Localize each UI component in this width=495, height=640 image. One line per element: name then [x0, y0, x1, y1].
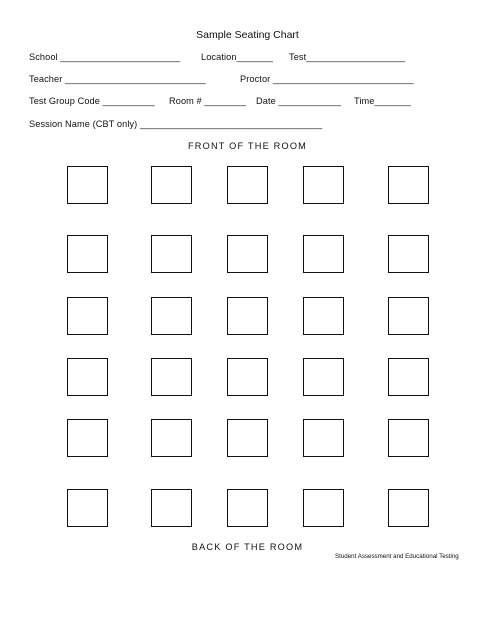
room-number-field[interactable]: Room # ________ — [169, 96, 247, 106]
time-field[interactable]: Time_______ — [354, 96, 411, 106]
teacher-field[interactable]: Teacher ___________________________ — [29, 74, 206, 84]
front-of-room-label: FRONT OF THE ROOM — [187, 141, 308, 151]
seat-box — [151, 235, 192, 273]
seat-box — [151, 419, 192, 457]
seat-box — [227, 358, 268, 396]
seat-box — [388, 297, 429, 335]
seat-box — [303, 358, 344, 396]
back-of-room-label: BACK OF THE ROOM — [191, 542, 304, 552]
seat-box — [67, 358, 108, 396]
date-field[interactable]: Date ____________ — [256, 96, 341, 106]
page-title: Sample Seating Chart — [196, 29, 299, 41]
seat-box — [303, 419, 344, 457]
seat-box — [227, 297, 268, 335]
seat-box — [151, 297, 192, 335]
seat-box — [388, 419, 429, 457]
seat-box — [388, 235, 429, 273]
seat-box — [67, 489, 108, 527]
seat-box — [227, 235, 268, 273]
seat-box — [227, 166, 268, 204]
seat-box — [388, 358, 429, 396]
seat-box — [67, 297, 108, 335]
seat-box — [151, 166, 192, 204]
test-group-code-field[interactable]: Test Group Code __________ — [29, 96, 155, 106]
proctor-field[interactable]: Proctor ___________________________ — [240, 74, 414, 84]
seat-box — [227, 419, 268, 457]
location-field[interactable]: Location_______ — [201, 52, 274, 62]
seat-box — [303, 489, 344, 527]
seat-box — [67, 235, 108, 273]
session-name-field[interactable]: Session Name (CBT only) ___________________________________ — [29, 119, 323, 129]
test-field[interactable]: Test___________________ — [289, 52, 406, 62]
seat-box — [67, 419, 108, 457]
seat-box — [67, 166, 108, 204]
seat-box — [388, 166, 429, 204]
school-field[interactable]: School _______________________ — [29, 52, 181, 62]
seat-box — [151, 489, 192, 527]
seat-box — [388, 489, 429, 527]
seat-box — [303, 166, 344, 204]
seat-box — [151, 358, 192, 396]
footer-text: Student Assessment and Educational Testing — [335, 553, 459, 560]
seat-box — [227, 489, 268, 527]
seat-box — [303, 297, 344, 335]
seat-box — [303, 235, 344, 273]
